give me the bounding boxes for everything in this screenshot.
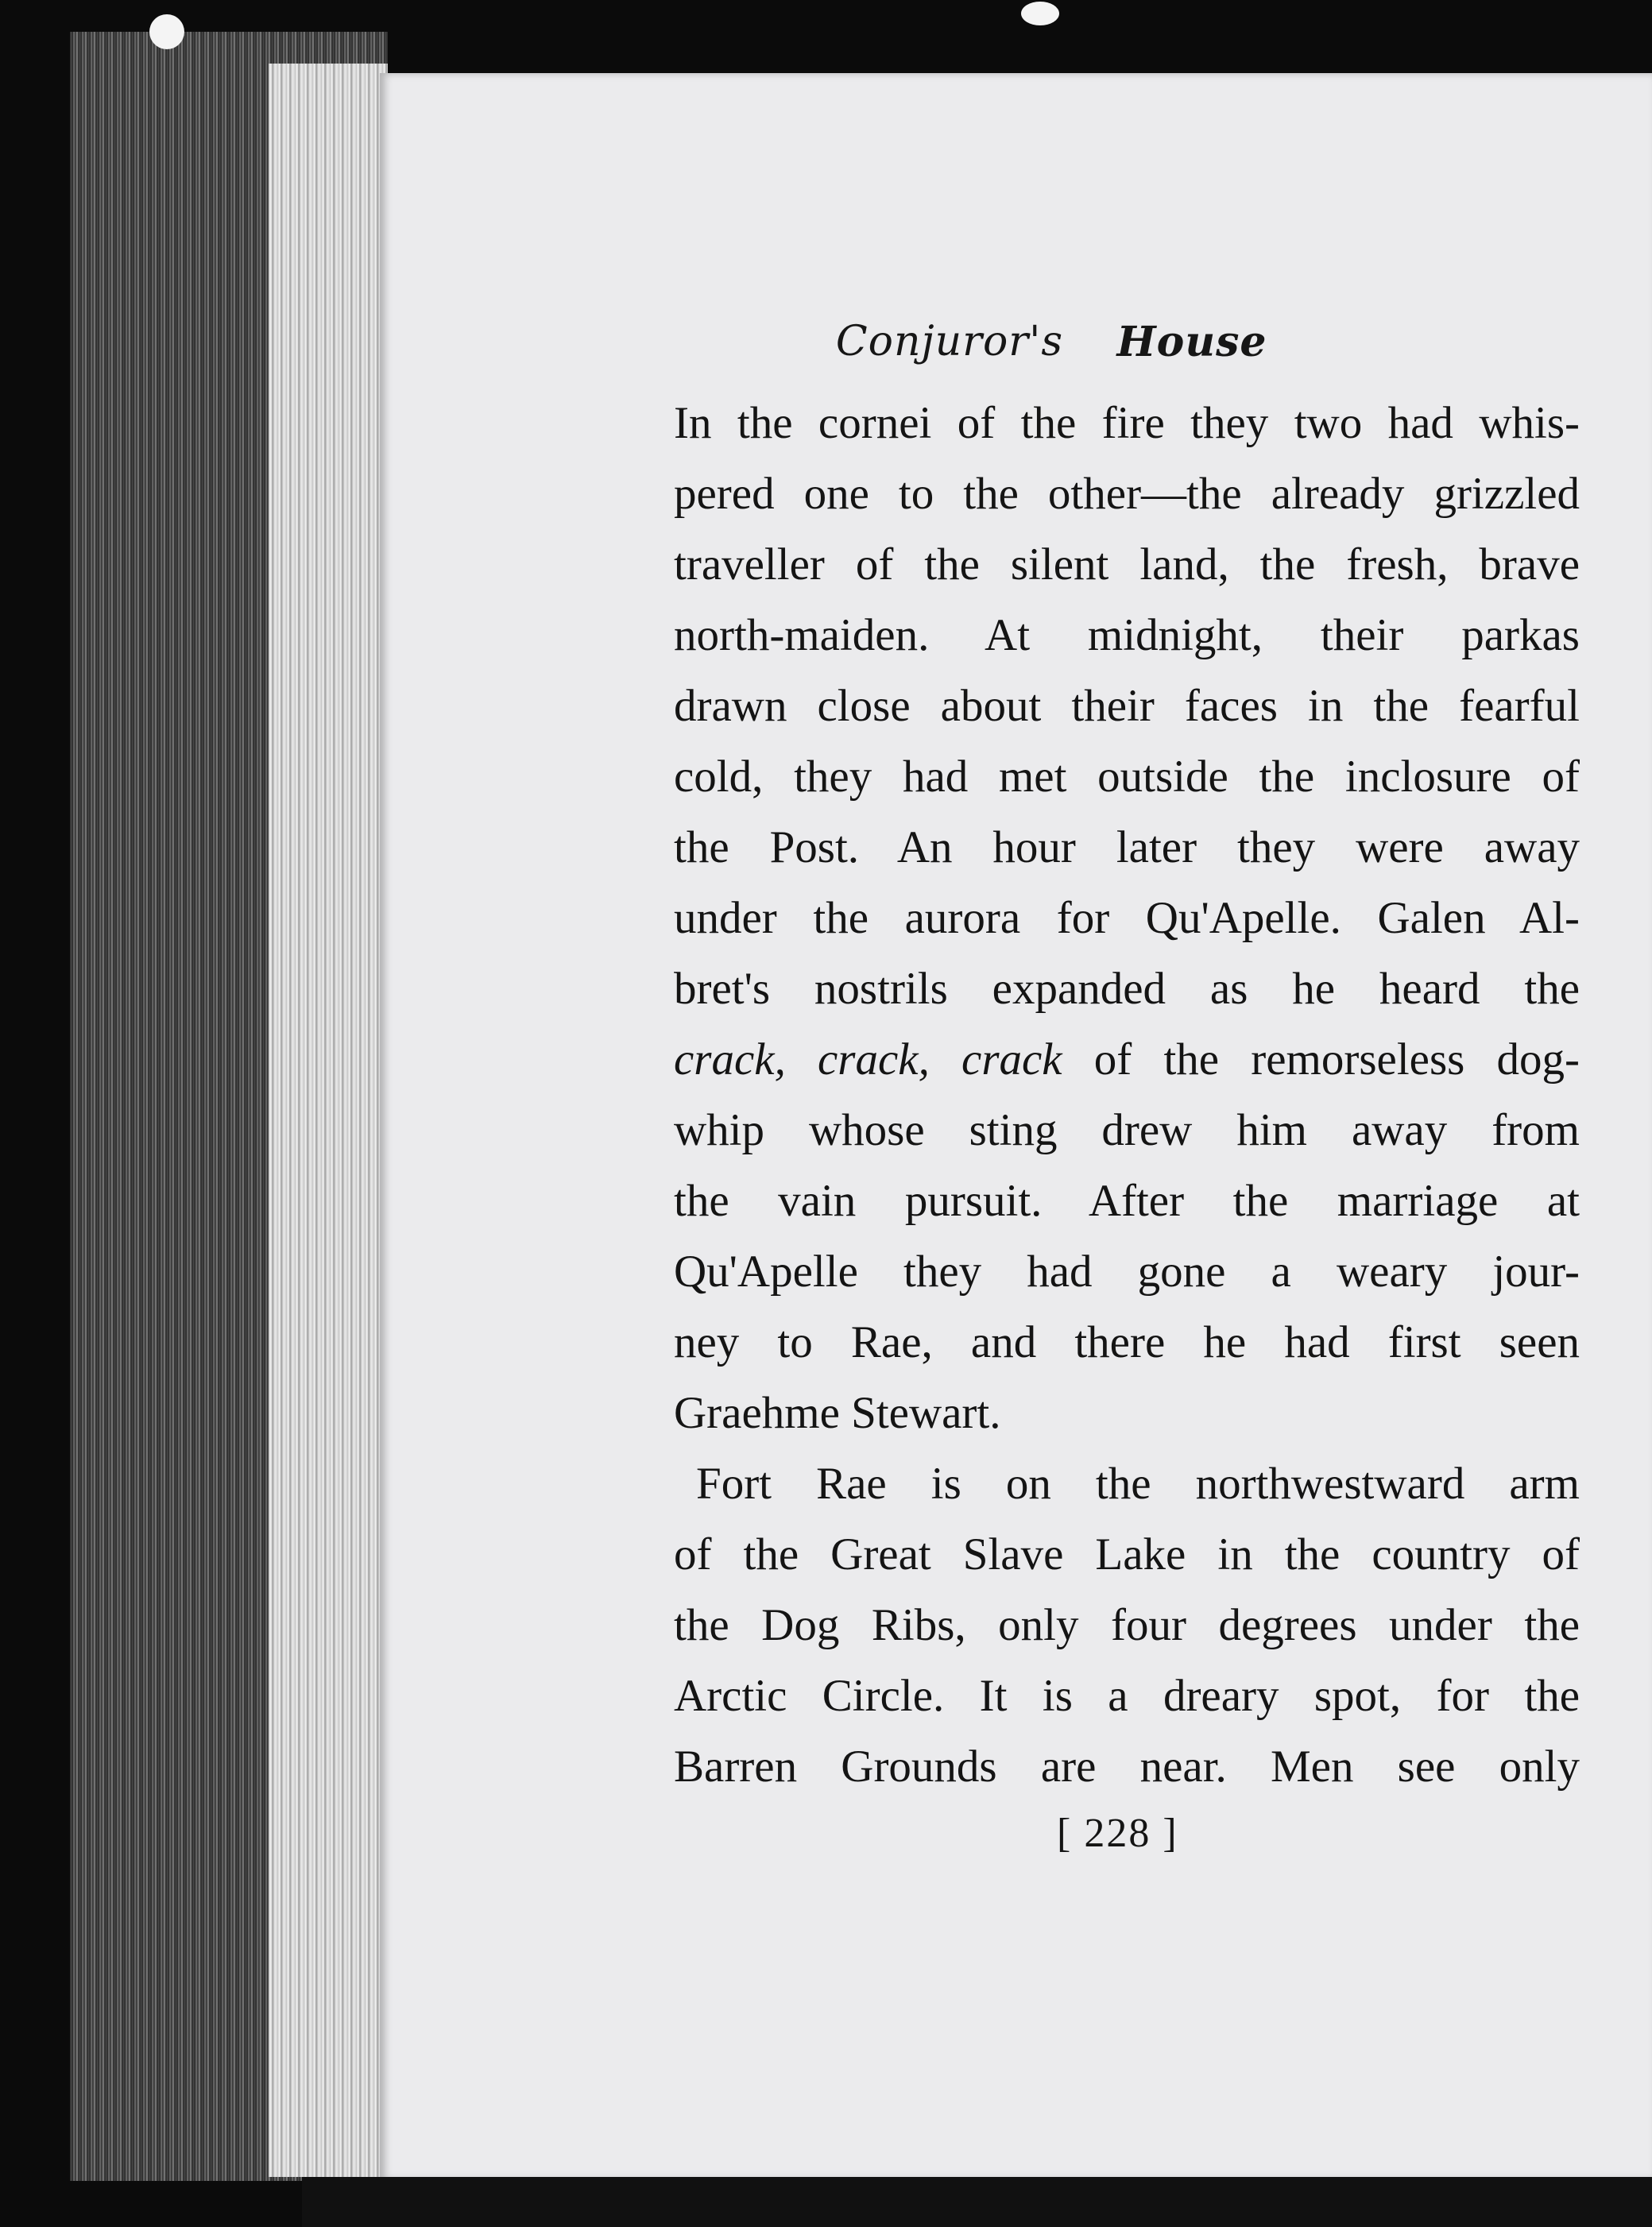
text-line [674,1448,1580,1519]
text-line [674,1731,1580,1802]
dust-spot [1021,2,1059,25]
italic-segment: crack, crack, crack [674,1034,1062,1085]
text-line-segment: traveller of the silent land, the fresh, brave [674,539,1580,590]
text-line [674,1661,1580,1731]
text-line-segment: Fort Rae is on the northwestward arm [696,1459,1580,1509]
text-line-segment: ney to Rae, and there he had first seen [674,1317,1580,1367]
page-number: [ 228 ] [1057,1811,1178,1856]
text-line [674,1590,1580,1661]
text-line [674,388,1580,458]
text-line [674,529,1580,600]
text-line-segment: drawn close about their faces in the fearful [674,681,1580,731]
text-line-segment: Qu'Apelle they had gone a weary jour- [674,1247,1580,1297]
text-line-segment: north-maiden. At midnight, their parkas [674,610,1580,660]
text-line [674,953,1580,1024]
text-line [674,671,1580,741]
text-line-segment: under the aurora for Qu'Apelle. Galen Al- [674,893,1580,943]
text-line [674,1307,1580,1378]
text-line [674,1095,1580,1166]
text-line-segment: pered one to the other—the already grizzled [674,469,1580,519]
book-fore-edge [70,32,388,2181]
text-line-segment: In the cornei of the fire they two had whis- [674,398,1580,448]
text-line [674,883,1580,953]
text-line-segment: the Post. An hour later they were away [674,822,1580,872]
text-line-segment: the Dog Ribs, only four degrees under the [674,1600,1580,1650]
text-line-segment: bret's nostrils expanded as he heard the [674,964,1580,1014]
text-line-segment: Graehme Stewart. [674,1388,1001,1438]
running-head-left: Conjuror's [835,318,1064,365]
text-line-segment: cold, they had met outside the inclosure of [674,752,1580,802]
text-line [674,812,1580,883]
text-line [674,741,1580,812]
text-line-segment: of the Great Slave Lake in the country of [674,1529,1580,1579]
text-line [674,458,1580,529]
text-line-segment: of the remorseless dog- [1062,1034,1580,1085]
text-line-segment: the vain pursuit. After the marriage at [674,1176,1580,1226]
dust-spot [149,14,184,49]
text-line [674,1378,1580,1448]
text-line [674,1166,1580,1236]
text-line [674,1519,1580,1590]
bottom-shadow [302,2177,1652,2227]
text-line [674,600,1580,671]
text-line [674,1024,1580,1095]
body-text [674,388,1580,1802]
text-line [674,1236,1580,1307]
text-line-segment: whip whose sting drew him away from [674,1105,1580,1155]
text-line-segment: Arctic Circle. It is a dreary spot, for the [674,1671,1580,1721]
text-line-segment: Barren Grounds are near. Men see only [674,1742,1580,1792]
running-head-right: House [1116,318,1267,366]
